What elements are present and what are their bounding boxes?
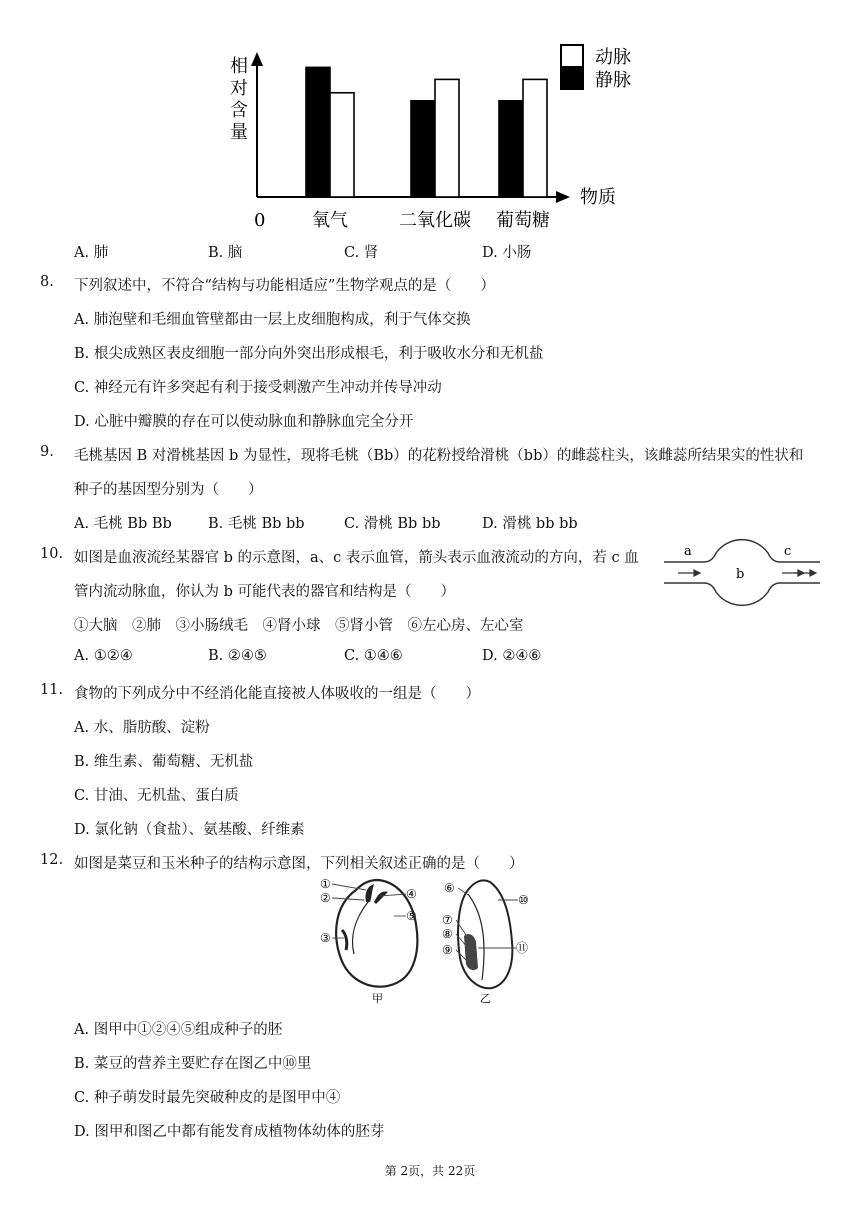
bar-vein-0: [306, 67, 330, 197]
caption-yi: 乙: [480, 992, 491, 1004]
x-tick-label: 葡萄糖: [496, 210, 550, 231]
corn-embryo: [464, 934, 478, 970]
q11-option-a: A. 水、脂肪酸、淀粉: [74, 720, 210, 736]
legend-swatch-vein: [561, 67, 583, 89]
origin-label: 0: [254, 210, 266, 231]
y-axis-label-char: 含: [230, 100, 248, 121]
label-2: ②: [320, 891, 331, 905]
q10-option-d: D. ②④⑥: [482, 648, 542, 664]
q11-stem: 食物的下列成分中不经消化能直接被人体吸收的一组是（ ）: [74, 686, 480, 702]
bar-artery-2: [523, 79, 547, 197]
x-axis-label: 物质: [580, 187, 616, 208]
y-axis-arrow: [251, 52, 263, 66]
q10-stem-line2: 管内流动脉血，你认为 b 可能代表的器官和结构是（ ）: [74, 584, 455, 600]
label-4: ④: [406, 887, 417, 901]
organ-b-label: b: [736, 567, 745, 582]
q8-option-a: A. 肺泡壁和毛细血管壁都由一层上皮细胞构成，利于气体交换: [74, 312, 471, 328]
q10-items: ①大脑 ②肺 ③小肠绒毛 ④肾小球 ⑤肾小管 ⑥左心房、左心室: [74, 618, 524, 634]
q7-option-c: C. 肾: [344, 245, 379, 261]
y-axis-label-char: 对: [230, 78, 248, 99]
bar-vein-1: [411, 101, 435, 197]
q7-option-a: A. 肺: [74, 245, 109, 261]
label-6: ⑥: [444, 881, 455, 895]
q8-number: 8.: [40, 274, 54, 290]
label-3: ③: [320, 931, 331, 945]
x-tick-label: 二氧化碳: [399, 210, 471, 231]
q11-number: 11.: [40, 682, 64, 698]
q9-option-b: B. 毛桃 Bb bb: [208, 516, 305, 532]
x-axis-arrow: [556, 191, 570, 203]
q10-option-b: B. ②④⑤: [208, 648, 267, 664]
flow-arrow-icon: [678, 570, 816, 576]
corn-seed-outline: [458, 880, 512, 988]
bean-cotyledon-line: [353, 902, 368, 954]
q10-option-c: C. ①④⑥: [344, 648, 403, 664]
q9-option-c: C. 滑桃 Bb bb: [344, 516, 441, 532]
q11-option-b: B. 维生素、葡萄糖、无机盐: [74, 754, 254, 770]
bar-chart: [200, 30, 660, 235]
q9-stem-line1: 毛桃基因 B 对滑桃基因 b 为显性，现将毛桃（Bb）的花粉授给滑桃（bb）的雌蕊柱头，该雌蕊所结果实的性状和: [74, 448, 804, 464]
q12-stem: 如图是菜豆和玉米种子的结构示意图，下列相关叙述正确的是（ ）: [74, 856, 524, 872]
label-1: ①: [320, 877, 331, 891]
label-11: ⑪: [516, 941, 529, 955]
q8-stem: 下列叙述中，不符合“结构与功能相适应”生物学观点的是（ ）: [74, 278, 495, 294]
q11-option-c: C. 甘油、无机盐、蛋白质: [74, 788, 239, 804]
q10-option-a: A. ①②④: [74, 648, 133, 664]
seed-structure-diagram: [318, 872, 544, 1004]
q12-option-b: B. 菜豆的营养主要贮存在图乙中⑩里: [74, 1056, 312, 1072]
q7-option-d: D. 小肠: [482, 245, 532, 261]
q9-option-a: A. 毛桃 Bb Bb: [74, 516, 172, 532]
bar-vein-2: [499, 101, 523, 197]
q8-option-b: B. 根尖成熟区表皮细胞一部分向外突出形成根毛，利于吸收水分和无机盐: [74, 346, 544, 362]
bean-embryo-shoot: [365, 884, 388, 904]
vessel-c-label: c: [784, 544, 792, 559]
q9-stem-line2: 种子的基因型分别为（ ）: [74, 482, 263, 498]
q12-number: 12.: [40, 852, 64, 868]
label-8: ⑧: [442, 927, 453, 941]
q9-option-d: D. 滑桃 bb bb: [482, 516, 578, 532]
q12-option-a: A. 图甲中①②④⑤组成种子的胚: [74, 1022, 283, 1038]
q7-option-b: B. 脑: [208, 245, 243, 261]
blood-flow-diagram: [664, 537, 820, 609]
q10-number: 10.: [40, 546, 64, 562]
q8-option-d: D. 心脏中瓣膜的存在可以使动脉血和静脉血完全分开: [74, 414, 414, 430]
q12-option-c: C. 种子萌发时最先突破种皮的是图甲中④: [74, 1090, 341, 1106]
q11-option-d: D. 氯化钠（食盐）、氨基酸、纤维素: [74, 822, 305, 838]
bar-artery-0: [330, 93, 354, 197]
q12-option-d: D. 图甲和图乙中都有能发育成植物体幼体的胚芽: [74, 1124, 385, 1140]
vessel-a-label: a: [684, 544, 692, 559]
legend-label-vein: 静脉: [595, 70, 631, 91]
label-10: ⑩: [518, 893, 529, 907]
q9-number: 9.: [40, 444, 54, 460]
label-9: ⑨: [442, 943, 453, 957]
legend-label-artery: 动脉: [595, 47, 631, 68]
y-axis-label-char: 相: [230, 56, 248, 77]
bar-artery-1: [435, 79, 459, 197]
bean-radicle: [342, 930, 347, 950]
caption-jia: 甲: [372, 992, 383, 1004]
q8-option-c: C. 神经元有许多突起有利于接受刺激产生冲动并传导冲动: [74, 380, 442, 396]
label-5: ⑤: [406, 909, 417, 923]
q10-stem-line1: 如图是血液流经某器官 b 的示意图，a、c 表示血管，箭头表示血液流动的方向，若 c 血: [74, 550, 639, 566]
y-axis-label-char: 量: [230, 122, 248, 143]
page-footer: 第 2页，共 22页: [384, 1164, 476, 1178]
x-tick-label: 氧气: [312, 210, 348, 231]
label-7: ⑦: [442, 913, 453, 927]
legend-swatch-artery: [561, 45, 583, 67]
